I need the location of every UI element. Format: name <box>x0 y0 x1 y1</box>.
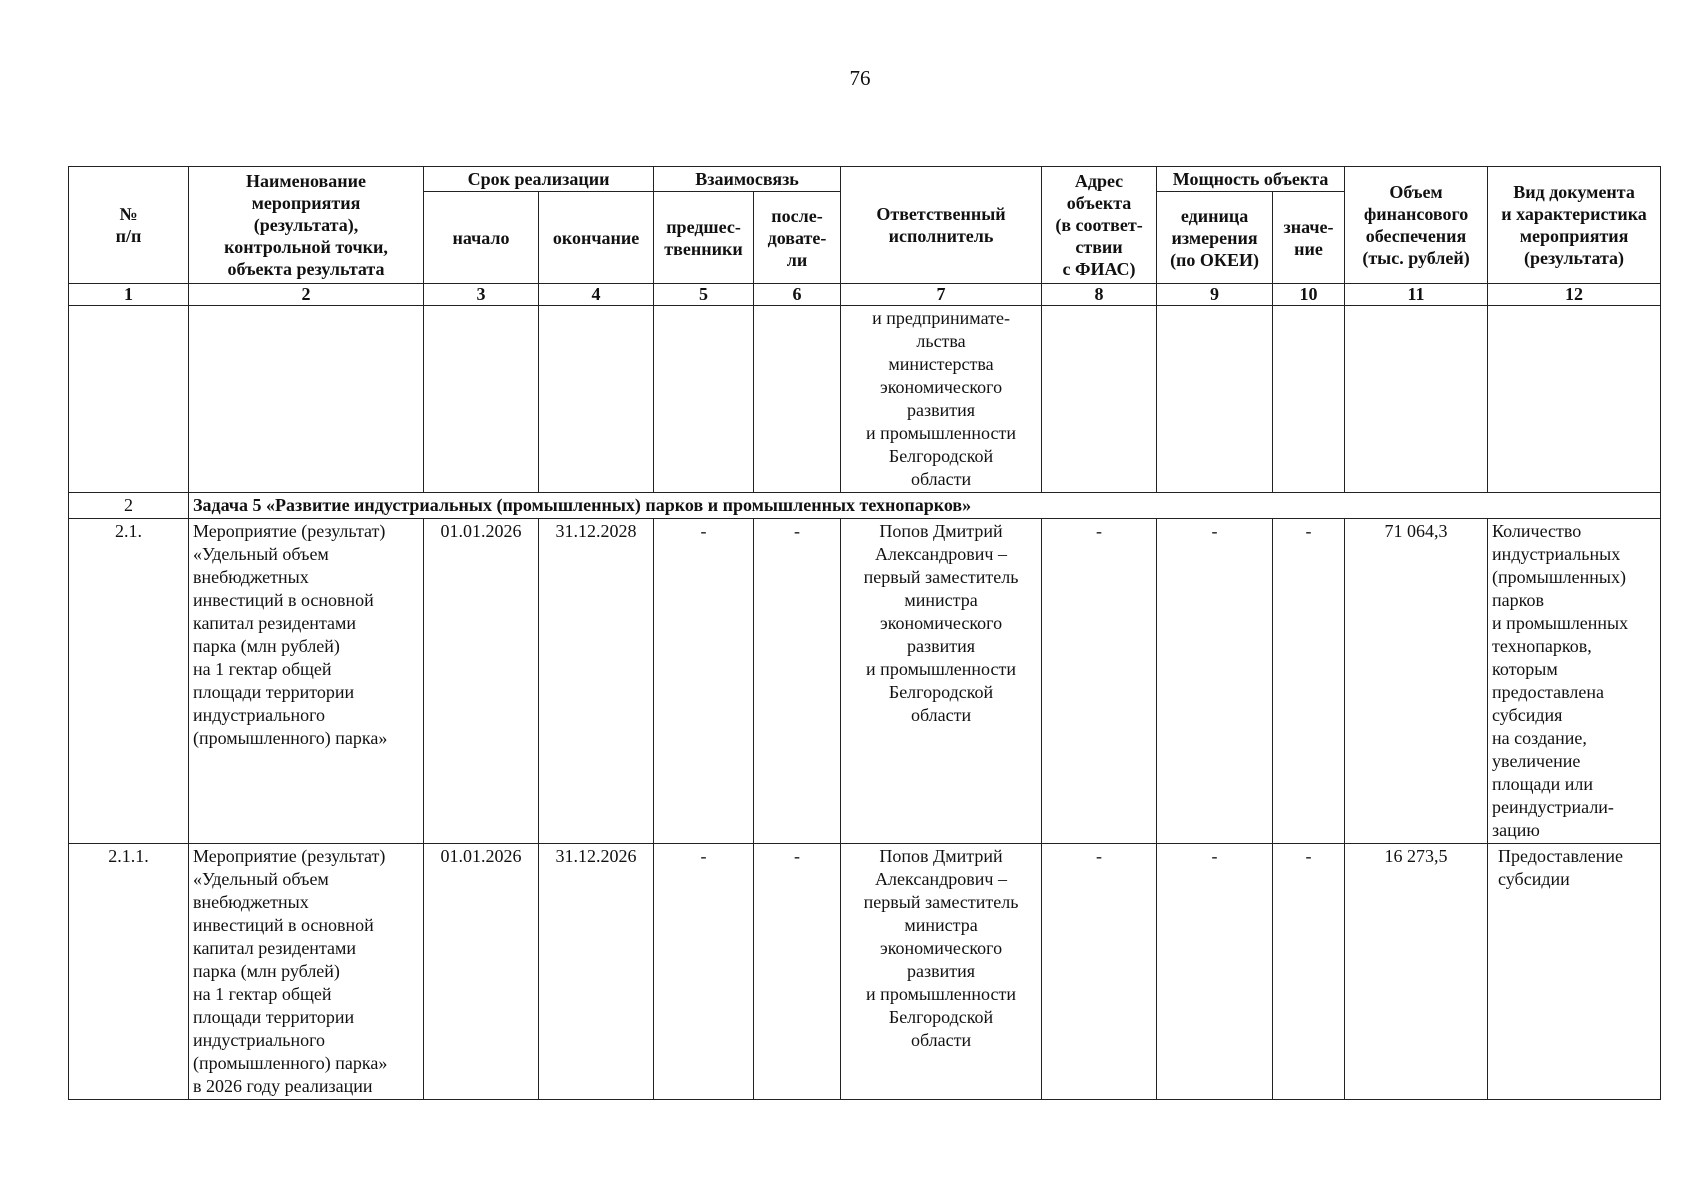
row-address: - <box>1042 519 1157 844</box>
header-relation: Взаимосвязь <box>654 167 841 192</box>
header-row-1 <box>69 167 1661 192</box>
task-title: Задача 5 «Развитие индустриальных (промышленных) парков и промышленных технопарков» <box>189 493 1661 519</box>
col-number: 1 <box>69 284 189 306</box>
table-row <box>69 844 1661 1100</box>
header-cap-value: значе- ние <box>1273 192 1345 284</box>
row-doc: Количество индустриальных (промышленных) парков и промышленных технопарков, которым предоставлена субсидия на создание, увеличение площади или реиндустриали- зацию <box>1488 519 1661 844</box>
header-rel-prev: предшес- твенники <box>654 192 754 284</box>
col-number: 3 <box>424 284 539 306</box>
continuation-row <box>69 306 1661 493</box>
row-finance: 71 064,3 <box>1345 519 1488 844</box>
row-next: - <box>754 844 841 1100</box>
row-start: 01.01.2026 <box>424 844 539 1100</box>
col-number: 4 <box>539 284 654 306</box>
col-number: 7 <box>841 284 1042 306</box>
row-responsible: Попов Дмитрий Александрович – первый заместитель министра экономического развития и промышленности Белгородской области <box>841 844 1042 1100</box>
row-num: 2.1. <box>69 519 189 844</box>
row-end: 31.12.2026 <box>539 844 654 1100</box>
col-number: 8 <box>1042 284 1157 306</box>
row-name: Мероприятие (результат) «Удельный объем внебюджетных инвестиций в основной капитал резидентами парка (млн рублей) на 1 гектар общей площади территории индустриального (промышленного) парка» в 2026 году реализации <box>189 844 424 1100</box>
row-finance: 16 273,5 <box>1345 844 1488 1100</box>
header-finance: Объем финансового обеспечения (тыс. рублей) <box>1345 167 1488 284</box>
header-rel-next: после- довате- ли <box>754 192 841 284</box>
row-unit: - <box>1157 519 1273 844</box>
row-value: - <box>1273 844 1345 1100</box>
row-value: - <box>1273 519 1345 844</box>
row-doc: Предоставление субсидии <box>1488 844 1661 1100</box>
row-responsible: Попов Дмитрий Александрович – первый заместитель министра экономического развития и промышленности Белгородской области <box>841 519 1042 844</box>
continuation-responsible: и предпринимате- льства министерства экономического развития и промышленности Белгородской области <box>841 306 1042 493</box>
header-num: № п/п <box>69 167 189 284</box>
header-term-end: окончание <box>539 192 654 284</box>
measures-table <box>68 166 1661 1100</box>
header-address: Адрес объекта (в соответ- ствии с ФИАС) <box>1042 167 1157 284</box>
task-row <box>69 493 1661 519</box>
row-name: Мероприятие (результат) «Удельный объем внебюджетных инвестиций в основной капитал резидентами парка (млн рублей) на 1 гектар общей площади территории индустриального (промышленного) парка» <box>189 519 424 844</box>
header-term: Срок реализации <box>424 167 654 192</box>
header-responsible: Ответственный исполнитель <box>841 167 1042 284</box>
col-number: 10 <box>1273 284 1345 306</box>
col-number: 5 <box>654 284 754 306</box>
column-number-row <box>69 284 1661 306</box>
row-start: 01.01.2026 <box>424 519 539 844</box>
task-num: 2 <box>69 493 189 519</box>
row-num: 2.1.1. <box>69 844 189 1100</box>
header-cap-unit: единица измерения (по ОКЕИ) <box>1157 192 1273 284</box>
row-prev: - <box>654 844 754 1100</box>
col-number: 2 <box>189 284 424 306</box>
header-capacity: Мощность объекта <box>1157 167 1345 192</box>
row-end: 31.12.2028 <box>539 519 654 844</box>
header-name: Наименование мероприятия (результата), контрольной точки, объекта результата <box>189 167 424 284</box>
header-term-start: начало <box>424 192 539 284</box>
row-address: - <box>1042 844 1157 1100</box>
col-number: 9 <box>1157 284 1273 306</box>
col-number: 12 <box>1488 284 1661 306</box>
col-number: 11 <box>1345 284 1488 306</box>
row-prev: - <box>654 519 754 844</box>
page-number: 76 <box>849 66 871 90</box>
table-row <box>69 519 1661 844</box>
row-next: - <box>754 519 841 844</box>
col-number: 6 <box>754 284 841 306</box>
row-unit: - <box>1157 844 1273 1100</box>
header-doc-type: Вид документа и характеристика мероприятия (результата) <box>1488 167 1661 284</box>
